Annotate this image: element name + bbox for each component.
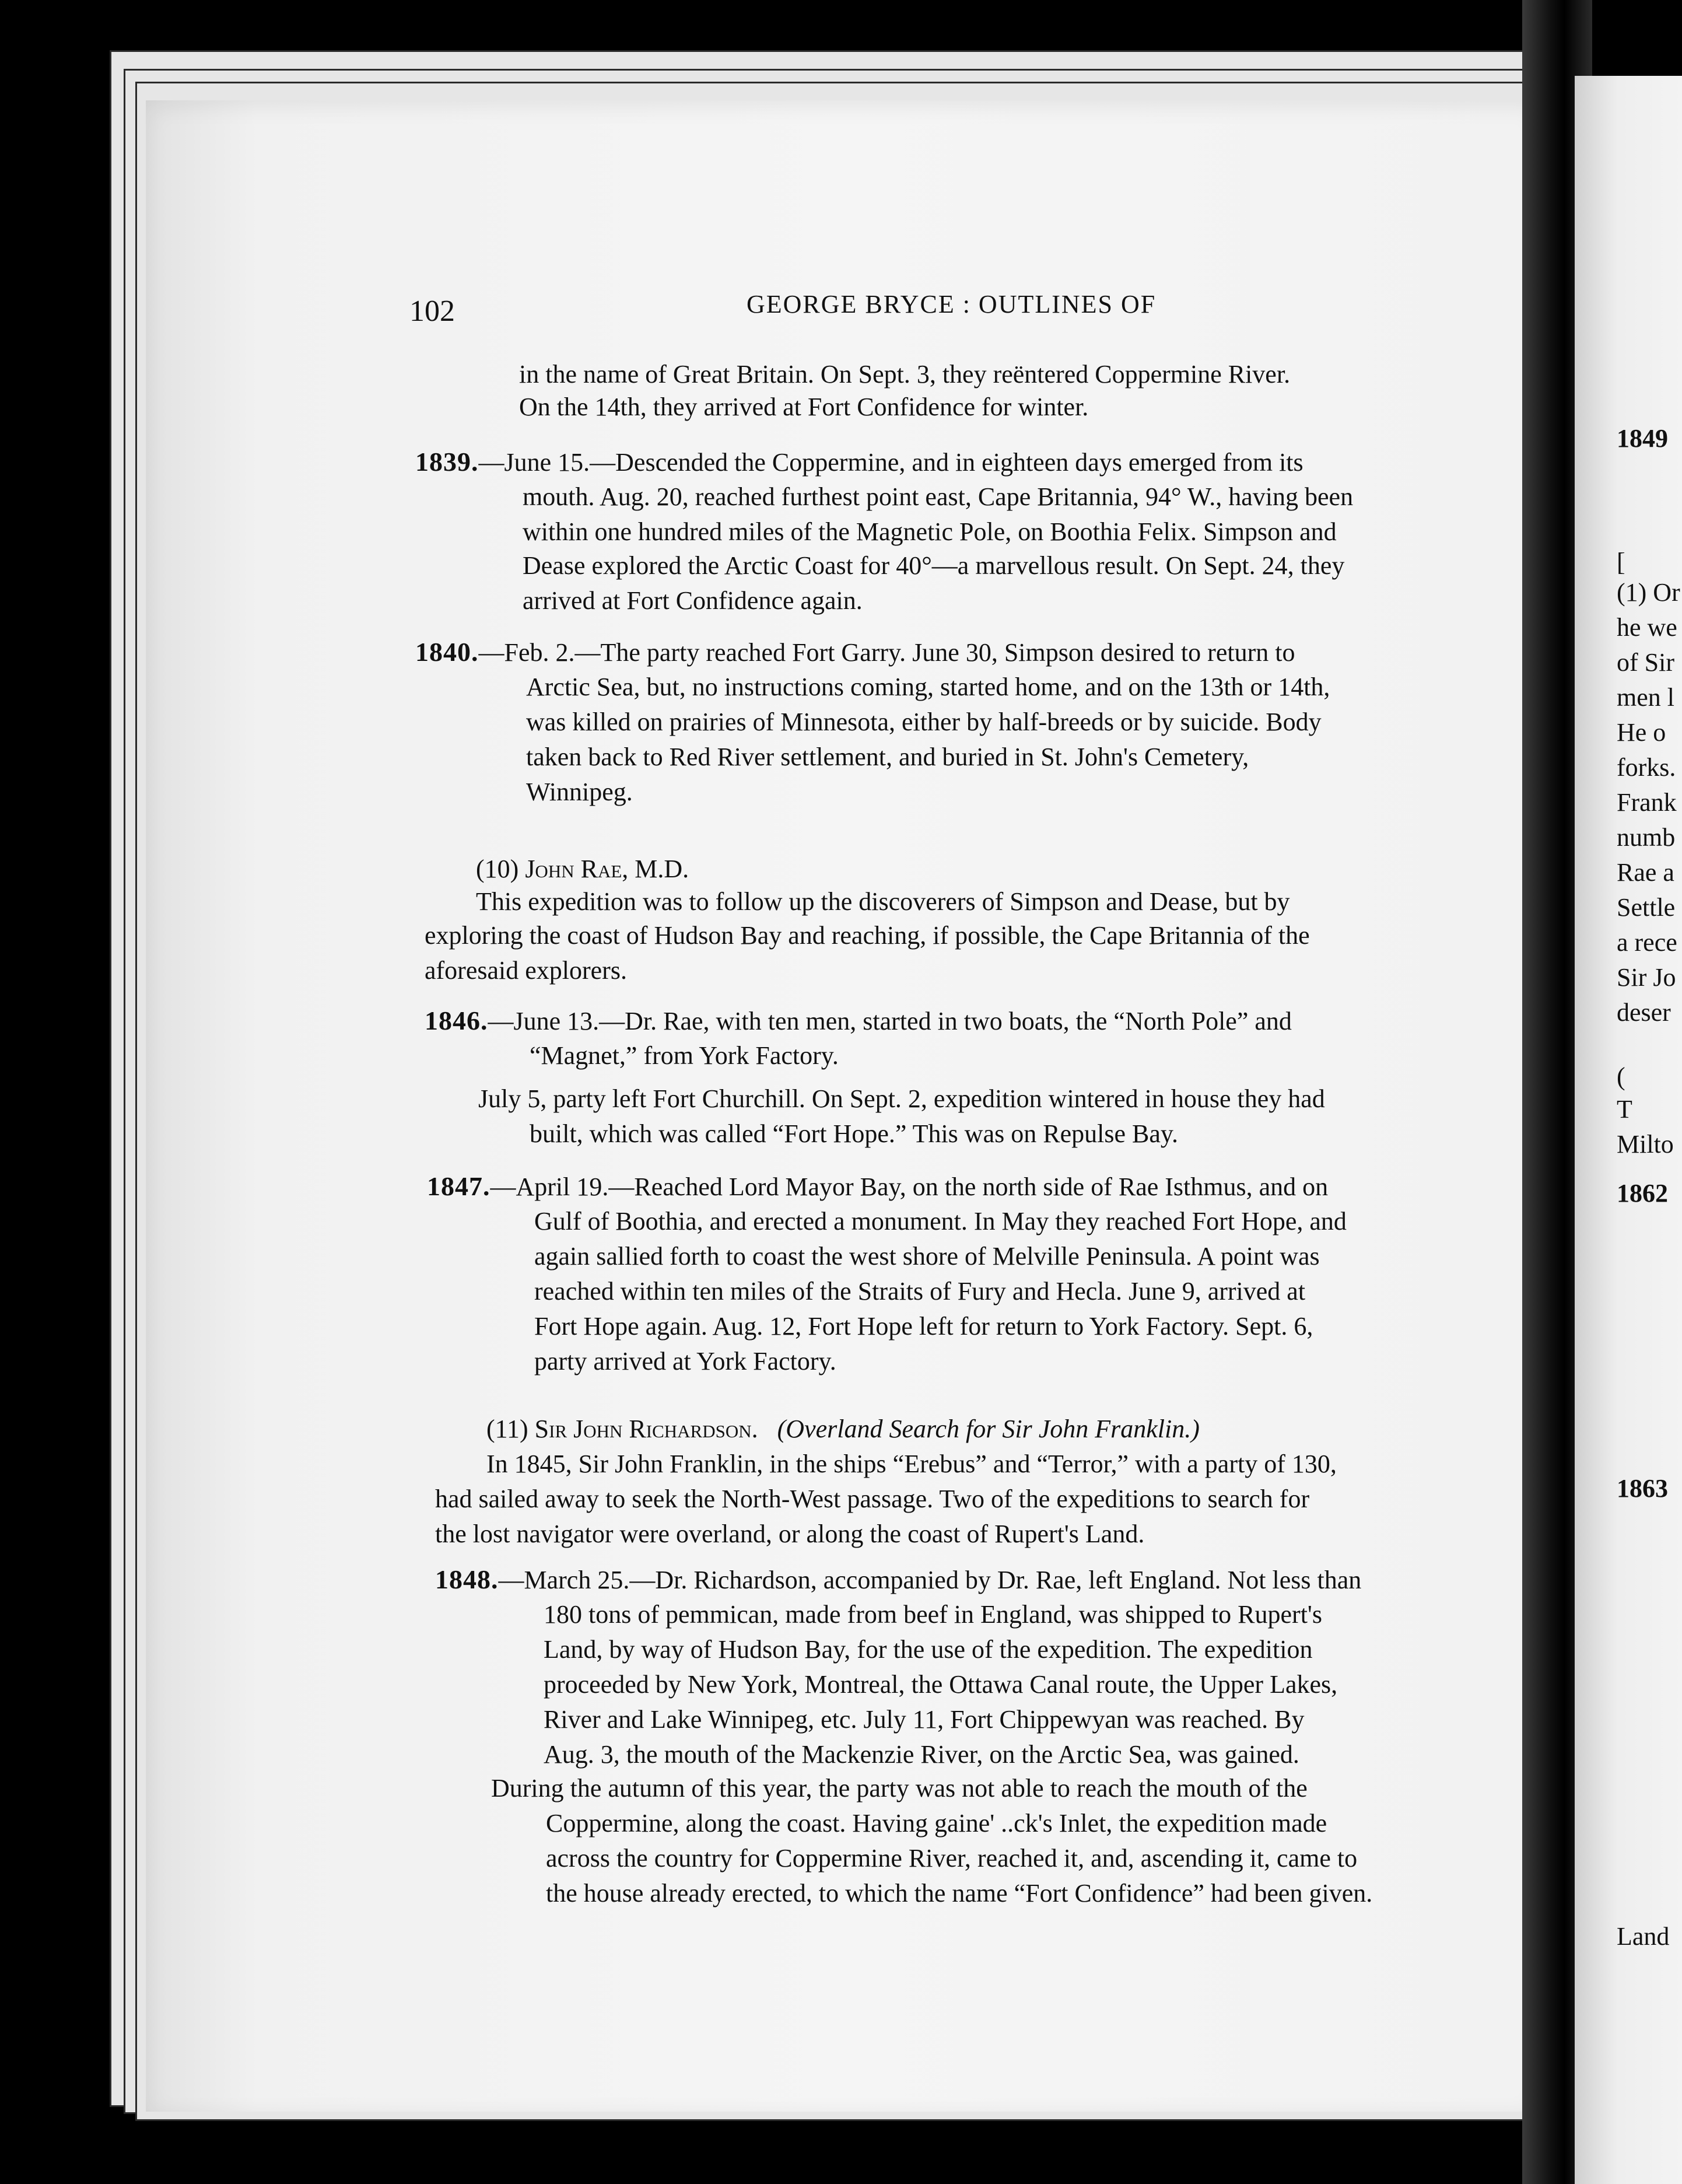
entry-year: 1839.: [415, 447, 479, 477]
entry-1846-line: July 5, party left Fort Churchill. On Sept. 2, expedition wintered in house they had: [478, 1084, 1325, 1113]
entry-1840-line: was killed on prairies of Minnesota, either by half-breeds or by suicide. Body: [526, 708, 1322, 736]
entry-1848-first-line: [435, 1562, 1361, 1598]
entry-1839-line: within one hundred miles of the Magnetic Pole, on Boothia Felix. Simpson and: [523, 517, 1337, 546]
entry-1840-line: Arctic Sea, but, no instructions coming, started home, and on the 13th or 14th,: [526, 673, 1330, 701]
section-10-intro-line: exploring the coast of Hudson Bay and reaching, if possible, the Cape Britannia of the: [425, 921, 1310, 950]
section-number: (10): [476, 855, 525, 883]
entry-1848-line: Aug. 3, the mouth of the Mackenzie River, on the Arctic Sea, was gained.: [544, 1740, 1299, 1769]
entry-text: —June 15.—Descended the Coppermine, and in eighteen days emerged from its: [478, 448, 1303, 477]
section-11-intro-line: the lost navigator were overland, or along the coast of Rupert's Land.: [435, 1520, 1145, 1548]
section-name: Sir John Richardson.: [534, 1415, 758, 1443]
entry-1840-line: Winnipeg.: [526, 778, 633, 806]
facing-fragment: of Sir: [1617, 648, 1674, 677]
facing-fragment: men l: [1617, 683, 1674, 712]
entry-1848-line: Land, by way of Hudson Bay, for the use of the expedition. The expedition: [544, 1635, 1313, 1664]
facing-fragment: deser: [1617, 998, 1671, 1027]
entry-text: —March 25.—Dr. Richardson, accompanied by Dr. Rae, left England. Not less than: [498, 1566, 1362, 1594]
entry-1847-line: again sallied forth to coast the west shore of Melville Peninsula. A point was: [534, 1242, 1320, 1270]
facing-fragment: He o: [1617, 718, 1666, 747]
facing-fragment: 1862: [1617, 1179, 1668, 1208]
page-number: 102: [409, 295, 455, 328]
facing-fragment: 1849: [1617, 424, 1668, 453]
section-10-intro-line: This expedition was to follow up the discoverers of Simpson and Dease, but by: [476, 887, 1290, 916]
facing-fragment: Settle: [1617, 893, 1676, 922]
entry-year: 1840.: [415, 637, 479, 667]
entry-1846-first-line: [425, 1003, 1292, 1039]
entry-text: —June 13.—Dr. Rae, with ten men, started in two boats, the “North Pole” and: [488, 1007, 1292, 1035]
entry-1839-first-line: [415, 444, 1303, 480]
facing-fragment: forks.: [1617, 753, 1676, 782]
entry-1847-line: Fort Hope again. Aug. 12, Fort Hope left for return to York Factory. Sept. 6,: [534, 1312, 1313, 1340]
facing-fragment: Sir Jo: [1617, 963, 1676, 992]
section-subtitle: (Overland Search for Sir John Franklin.): [777, 1415, 1200, 1443]
entry-year: 1847.: [427, 1171, 490, 1201]
entry-1848-line: 180 tons of pemmican, made from beef in England, was shipped to Rupert's: [544, 1600, 1322, 1629]
facing-fragment: Land: [1617, 1922, 1670, 1951]
entry-1839-line: Dease explored the Arctic Coast for 40°—a marvellous result. On Sept. 24, they: [523, 551, 1345, 580]
facing-fragment: [: [1617, 548, 1625, 576]
facing-fragment: 1863: [1617, 1474, 1668, 1503]
entry-1847-line: party arrived at York Factory.: [534, 1347, 836, 1376]
section-10-intro-line: aforesaid explorers.: [425, 956, 627, 985]
entry-text: —Feb. 2.—The party reached Fort Garry. June 30, Simpson desired to return to: [478, 638, 1295, 667]
entry-1848-line: Coppermine, along the coast. Having gaine' ..ck's Inlet, the expedition made: [546, 1809, 1327, 1838]
facing-page: [1575, 76, 1682, 2184]
entry-year: 1846.: [425, 1006, 488, 1035]
facing-fragment: (: [1617, 1062, 1625, 1091]
facing-fragment: numb: [1617, 823, 1676, 852]
facing-fragment: (1) Or: [1617, 578, 1680, 607]
continuation-line: On the 14th, they arrived at Fort Confidence for winter.: [519, 393, 1089, 421]
entry-1847-line: Gulf of Boothia, and erected a monument. In May they reached Fort Hope, and: [534, 1207, 1347, 1236]
facing-fragment: he we: [1617, 613, 1677, 642]
entry-1847-line: reached within ten miles of the Straits of Fury and Hecla. June 9, arrived at: [534, 1277, 1306, 1306]
running-head: GEORGE BRYCE : OUTLINES OF: [747, 290, 1157, 318]
entry-1848-line: River and Lake Winnipeg, etc. July 11, Fort Chippewyan was reached. By: [544, 1705, 1305, 1734]
facing-fragment: Frank: [1617, 788, 1677, 817]
entry-1840-line: taken back to Red River settlement, and buried in St. John's Cemetery,: [526, 743, 1249, 771]
entry-1848-line: the house already erected, to which the name “Fort Confidence” had been given.: [546, 1879, 1373, 1908]
section-11-intro-line: In 1845, Sir John Franklin, in the ships “Erebus” and “Terror,” with a party of 130,: [486, 1450, 1337, 1478]
entry-text: —April 19.—Reached Lord Mayor Bay, on the north side of Rae Isthmus, and on: [490, 1172, 1329, 1201]
facing-fragment: a rece: [1617, 928, 1677, 957]
entry-1839-line: arrived at Fort Confidence again.: [523, 586, 863, 615]
entry-1848-line: proceeded by New York, Montreal, the Ottawa Canal route, the Upper Lakes,: [544, 1670, 1338, 1699]
facing-fragment: Milto: [1617, 1130, 1674, 1158]
section-11-intro-line: had sailed away to seek the North-West passage. Two of the expeditions to search for: [435, 1485, 1310, 1513]
continuation-line: in the name of Great Britain. On Sept. 3, they reëntered Coppermine River.: [519, 360, 1291, 388]
entry-1840-first-line: [415, 635, 1295, 670]
entry-1848-line: across the country for Coppermine River, reached it, and, ascending it, came to: [546, 1844, 1358, 1873]
entry-year: 1848.: [435, 1564, 499, 1594]
section-11-heading: [486, 1412, 1200, 1447]
entry-1846-line: “Magnet,” from York Factory.: [530, 1041, 839, 1070]
entry-1847-first-line: [427, 1169, 1328, 1205]
section-number: (11): [486, 1415, 535, 1443]
facing-fragment: Rae a: [1617, 858, 1674, 887]
facing-fragment: T: [1617, 1095, 1632, 1124]
section-10-heading: [476, 852, 689, 887]
section-name: John Rae, M.D.: [525, 855, 689, 883]
entry-1846-line: built, which was called “Fort Hope.” This was on Repulse Bay.: [530, 1119, 1179, 1148]
entry-1848-line: During the autumn of this year, the party was not able to reach the mouth of the: [491, 1774, 1308, 1803]
entry-1839-line: mouth. Aug. 20, reached furthest point east, Cape Britannia, 94° W., having been: [523, 482, 1354, 511]
